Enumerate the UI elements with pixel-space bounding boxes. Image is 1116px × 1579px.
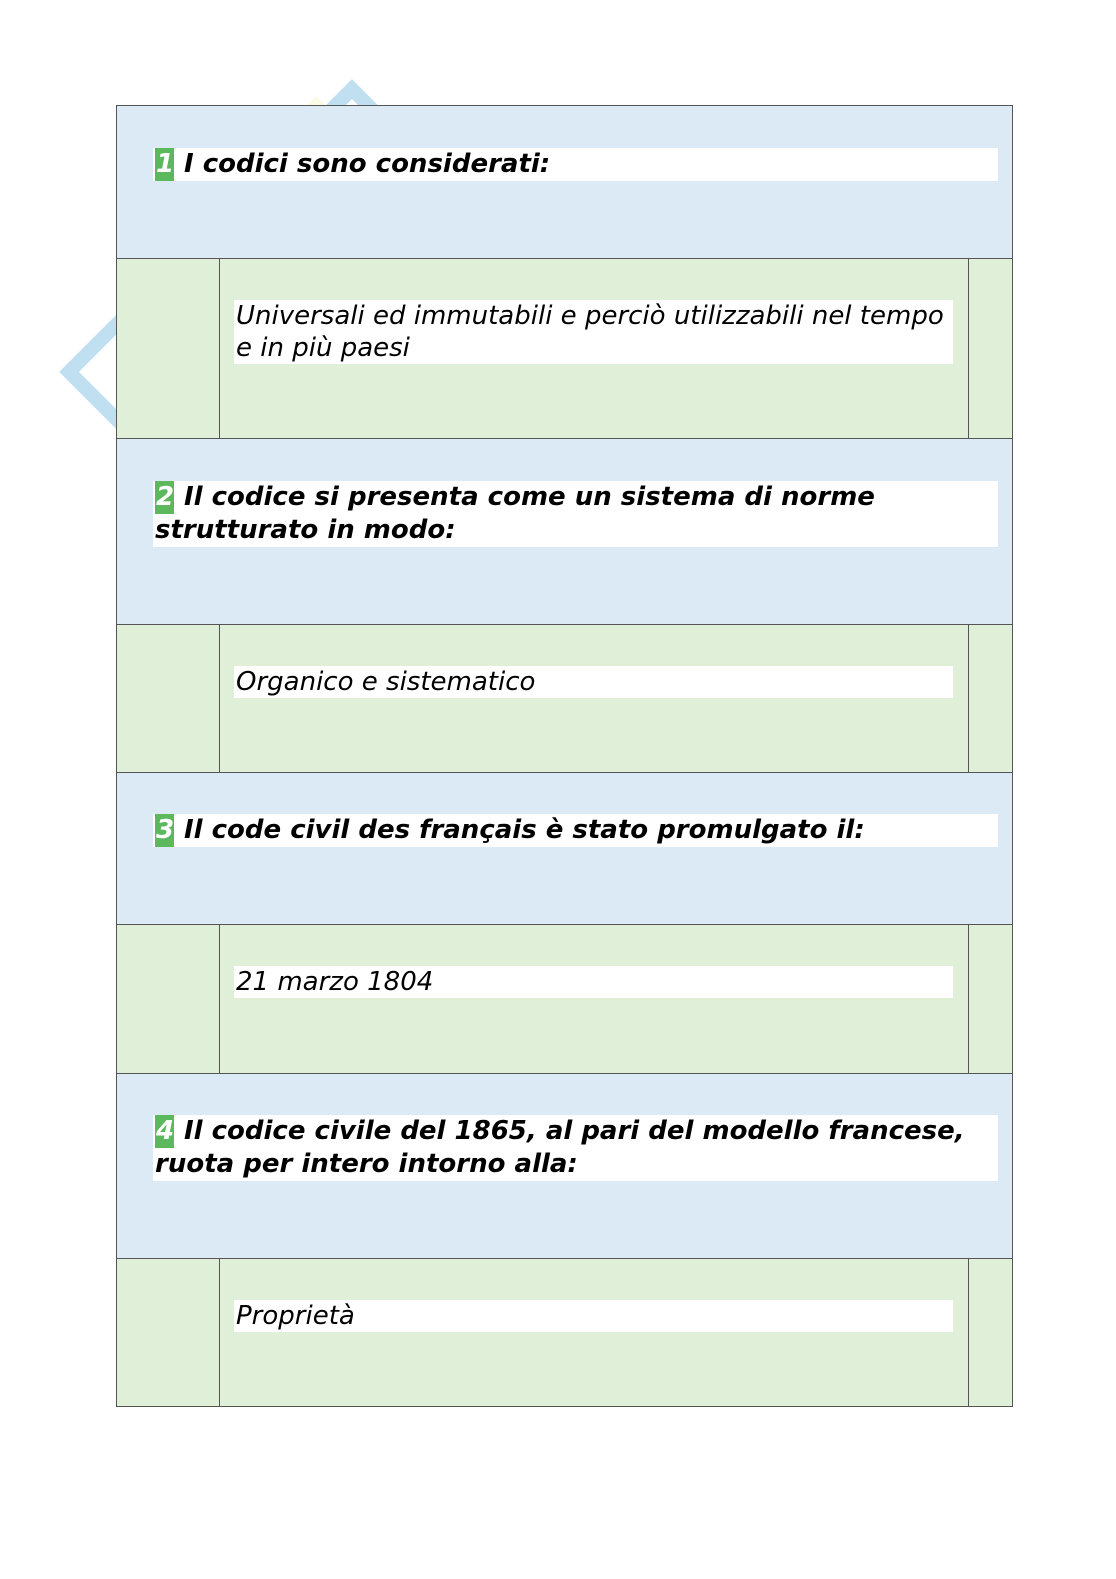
answer-row [117,925,1012,1074]
question-text-box [153,481,998,547]
answer-right-cell [968,925,1012,1073]
question-row [117,439,1012,625]
answer-left-cell [117,625,220,772]
question-number: 4 [156,1116,174,1146]
answer-left-cell [117,925,220,1073]
answer-text: Organico e sistematico [234,666,953,698]
answer-row [117,1259,1012,1407]
question-text-box [153,814,998,847]
answer-text: Proprietà [234,1300,953,1332]
answer-row [117,259,1012,439]
question-text-box [153,148,998,181]
question-row [117,773,1012,925]
question-text: Il codice civile del 1865, al pari del modello francese, ruota per intero intorno alla: [155,1116,965,1179]
qa-table [116,105,1013,1407]
answer-left-cell [117,1259,220,1406]
answer-left-cell [117,259,220,438]
question-number: 1 [156,149,174,179]
answer-text: Universali ed immutabili e perciò utilizzabili nel tempo e in più paesi [234,300,953,364]
question-text: Il code civil des français è stato promulgato il: [184,815,865,845]
answer-right-cell [968,625,1012,772]
question-number: 3 [156,815,174,845]
question-number: 2 [156,482,174,512]
answer-row [117,625,1012,773]
question-row [117,1074,1012,1259]
question-text: I codici sono considerati: [184,149,551,179]
answer-right-cell [968,1259,1012,1406]
answer-right-cell [968,259,1012,438]
question-text-box [153,1115,998,1181]
question-text: Il codice si presenta come un sistema di norme strutturato in modo: [155,482,875,545]
question-row [117,106,1012,259]
answer-text: 21 marzo 1804 [234,966,953,998]
